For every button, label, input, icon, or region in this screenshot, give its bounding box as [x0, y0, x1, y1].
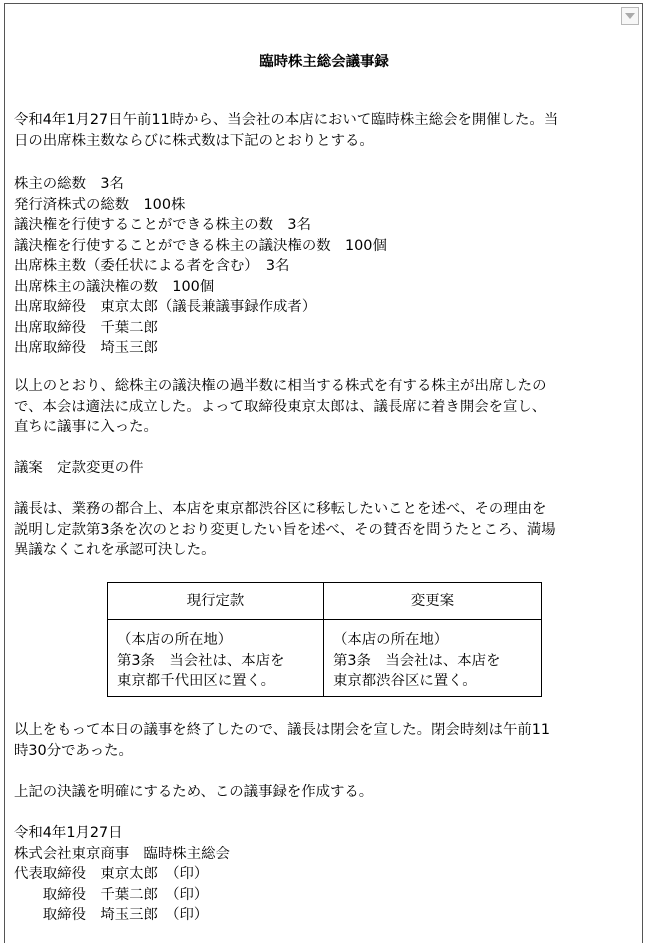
chevron-down-icon	[625, 13, 635, 19]
intro-line: 令和4年1月27日午前11時から、当会社の本店において臨時株主総会を開催した。当	[14, 112, 559, 128]
stat-line: 出席株主数（委任状による者を含む） 3名	[14, 258, 290, 274]
resolution-line: 説明し定款第3条を次のとおり変更したい旨を述べ、その賛否を問うたところ、満場	[14, 521, 556, 538]
stat-line: 出席株主の議決権の数 100個	[14, 278, 215, 295]
signature-line: 取締役 千葉二郎 （印）	[14, 886, 209, 903]
signature-block	[14, 823, 634, 926]
signature-meeting: 株式会社東京商事 臨時株主総会	[14, 845, 230, 862]
purpose-paragraph	[14, 782, 634, 803]
quorum-paragraph	[14, 376, 634, 438]
current-article-line: 第3条 当会社は、本店を	[117, 652, 285, 669]
table-header-row	[108, 583, 542, 620]
closing-line: 以上をもって本日の議事を終了したので、議長は閉会を宣した。閉会時刻は午前11	[14, 722, 551, 738]
proposed-article-cell	[324, 620, 542, 697]
closing-paragraph	[14, 720, 634, 761]
scroll-down-button[interactable]	[621, 7, 639, 25]
proposed-article-line: 第3条 当会社は、本店を	[333, 652, 501, 669]
resolution-paragraph	[14, 499, 634, 561]
agenda-text: 議案 定款変更の件	[14, 460, 144, 476]
purpose-text: 上記の決議を明確にするため、この議事録を作成する。	[14, 784, 374, 800]
resolution-line: 議長は、業務の都合上、本店を東京都渋谷区に移転したいことを述べ、その理由を	[14, 501, 547, 517]
stat-line: 株主の総数 3名	[14, 176, 124, 192]
stat-line: 発行済株式の総数 100株	[14, 196, 186, 213]
table-row	[108, 620, 542, 697]
agenda-heading	[14, 458, 634, 479]
quorum-line: 以上のとおり、総株主の議決権の過半数に相当する株式を有する株主が出席したの	[14, 378, 547, 394]
articles-comparison-table	[107, 582, 542, 697]
proposed-article-line: 東京都渋谷区に置く。	[333, 673, 477, 689]
attendance-stats	[14, 174, 634, 359]
quorum-line: 直ちに議事に入った。	[14, 419, 158, 435]
document-title: 臨時株主総会議事録	[259, 54, 389, 70]
proposed-article-line: （本店の所在地）	[333, 632, 449, 648]
stat-line: 出席取締役 埼玉三郎	[14, 340, 158, 356]
header-proposed-articles: 変更案	[324, 583, 542, 620]
closing-line: 時30分であった。	[14, 742, 133, 759]
stat-line: 出席取締役 千葉二郎	[14, 319, 158, 336]
signature-line: 代表取締役 東京太郎 （印）	[14, 866, 209, 882]
resolution-line: 異議なくこれを承認可決した。	[14, 542, 216, 558]
signature-line: 取締役 埼玉三郎 （印）	[14, 907, 209, 923]
signature-date: 令和4年1月27日	[14, 825, 123, 841]
current-article-line: （本店の所在地）	[117, 632, 233, 648]
current-article-line: 東京都千代田区に置く。	[117, 673, 276, 689]
current-article-cell	[108, 620, 324, 697]
stat-line: 議決権を行使することができる株主の議決権の数 100個	[14, 237, 387, 254]
stat-line: 出席取締役 東京太郎（議長兼議事録作成者）	[14, 299, 317, 315]
intro-line: 日の出席株主数ならびに株式数は下記のとおりとする。	[14, 132, 374, 149]
intro-paragraph	[14, 110, 634, 151]
quorum-line: で、本会は適法に成立した。よって取締役東京太郎は、議長席に着き開会を宣し、	[14, 398, 547, 415]
header-current-articles: 現行定款	[108, 583, 324, 620]
stat-line: 議決権を行使することができる株主の数 3名	[14, 217, 311, 233]
